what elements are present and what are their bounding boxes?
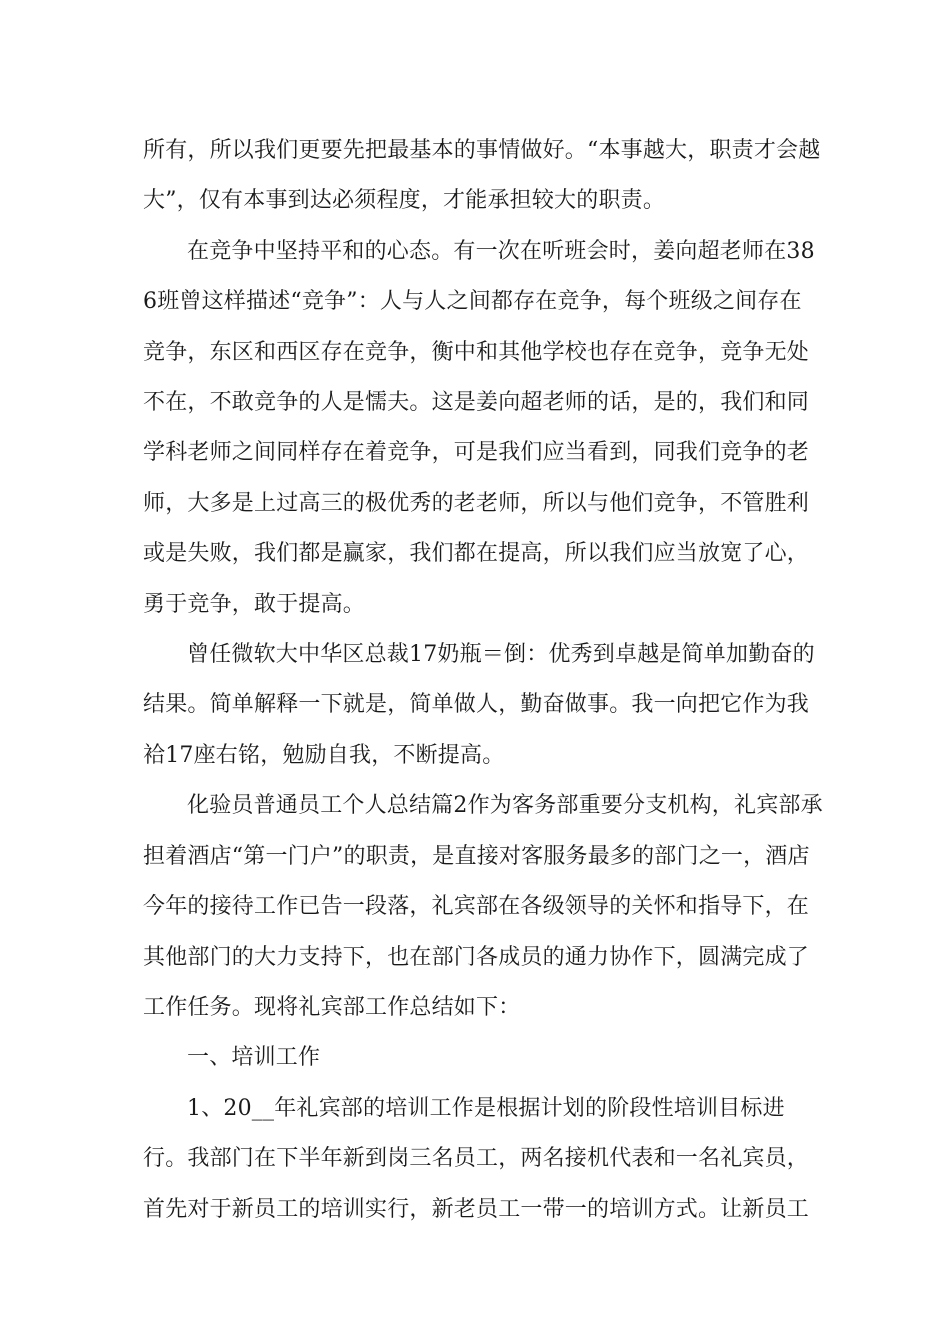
paragraph-quote: 曾任微软大中华区总裁17奶瓶＝倒：优秀到卓越是简单加勤奋的结果。简单解释一下就是，简单做人，勤奋做事。我一向把它作为我袷17座右铭，勉励自我，不断提高。 (143, 642, 815, 768)
section-heading-training: 一、培训工作 (187, 1045, 321, 1071)
document-body (143, 126, 823, 1235)
paragraph-competition: 在竞争中坚持平和的心态。有一次在听班会时，姜向超老师在386班曾这样描述“竞争”：人与人之间都存在竞争，每个班级之间存在竞争，东区和西区存在竞争，衡中和其他学校也存在竞争，竞争无处不在，不敢竞争的人是懦夫。这是姜向超老师的话，是的，我们和同学科老师之间同样存在着竞争，可是我们应当看到，同我们竞争的老师，大多是上过高三的极优秀的老老师，所以与他们竞争，不管胜利或是失败，我们都是赢家，我们都在提高，所以我们应当放宽了心，勇于竞争，敢于提高。 (143, 238, 815, 617)
paragraph-summary-intro: 化验员普通员工个人总结篇2作为客务部重要分支机构，礼宾部承担着酒店“第一门户”的职责，是直接对客服务最多的部门之一，酒店今年的接待工作已告一段落，礼宾部在各级领导的关怀和指导下，在其他部门的大力支持下，也在部门各成员的通力协作下，圆满完成了工作任务。现将礼宾部工作总结如下： (143, 793, 823, 1020)
paragraph-training-1: 1、20__年礼宾部的培训工作是根据计划的阶段性培训目标进行。我部门在下半年新到岗三名员工，两名接机代表和一名礼宾员，首先对于新员工的培训实行，新老员工一带一的培训方式。让新员工 (143, 1095, 810, 1222)
paragraph-continuation: 所有，所以我们更要先把最基本的事情做好。“本事越大，职责才会越大”，仅有本事到达必须程度，才能承担较大的职责。 (143, 138, 821, 214)
